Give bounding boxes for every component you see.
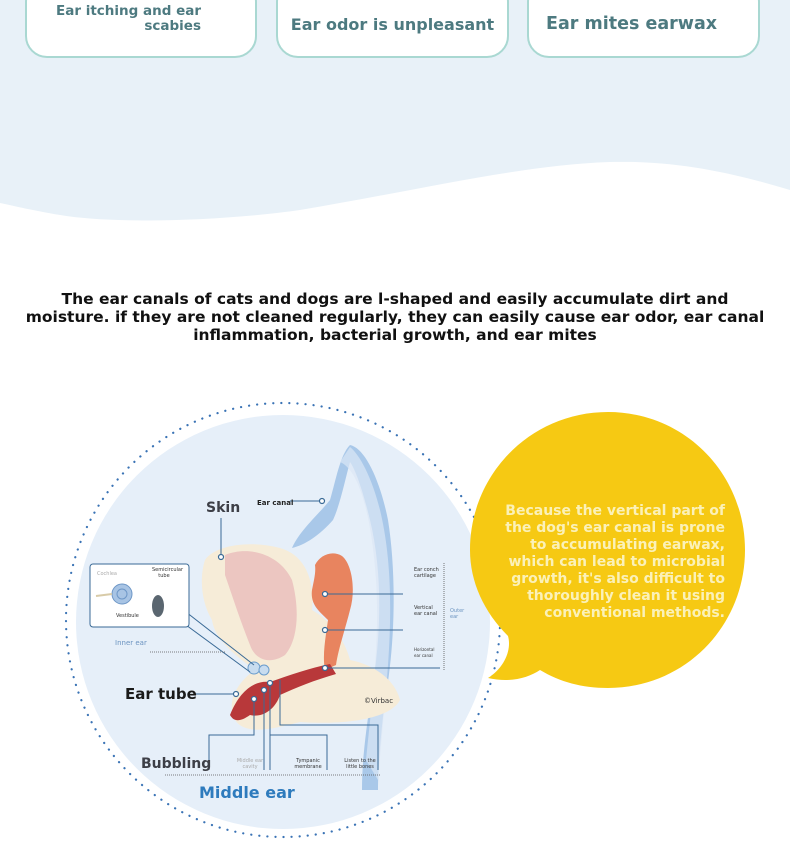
label-middle-ear: Middle ear: [199, 783, 295, 802]
symptom-card-label: Ear odor is unpleasant: [290, 15, 495, 34]
label-little-bones: Listen to the little bones: [344, 758, 376, 770]
label-vertical-ear-canal: Vertical ear canal: [414, 605, 438, 617]
callout-text: Because the vertical part of the dog's ear canal is prone to accumulating earwax, which can lead to microbial growth, it's also difficult to thoroughly clean it using conventional methods.: [505, 503, 725, 621]
label-ear-tube: Ear tube: [125, 685, 197, 703]
symptom-card-odor: [276, 0, 509, 58]
label-tympanic-membrane: Tympanic membrane: [294, 758, 322, 770]
symptom-card-mites: [527, 0, 760, 58]
symptom-card-label: Ear mites earwax: [546, 14, 718, 34]
label-bubbling: Bubbling: [141, 756, 212, 772]
symptom-card-itching: [25, 0, 257, 58]
label-middle-ear-cavity: Middle ear cavity: [236, 758, 264, 770]
label-skin: Skin: [206, 500, 241, 516]
label-vestibule: Vestibule: [116, 613, 139, 619]
label-horizontal-ear-canal: Horizontal ear canal: [414, 647, 435, 658]
label-inner-ear: Inner ear: [115, 639, 147, 647]
headline-text: The ear canals of cats and dogs are l-shaped and easily accumulate dirt and moisture. if they are not cleaned regularly, they can easily cause ear odor, ear canal inflammation, bacterial growth, and ear mites: [25, 290, 765, 344]
label-cochlea: Cochlea: [97, 571, 117, 577]
label-outer-ear: Outer ear: [450, 608, 465, 620]
symptom-card-label: Ear itching and ear scabies: [56, 3, 201, 34]
label-ear-canal: Ear canal: [257, 499, 294, 507]
label-copyright: ©Virbac: [364, 697, 394, 705]
label-semicircular-tube: Semicircular tube: [152, 567, 184, 579]
label-ear-conch-cartilage: Ear conch cartilage: [414, 567, 439, 579]
